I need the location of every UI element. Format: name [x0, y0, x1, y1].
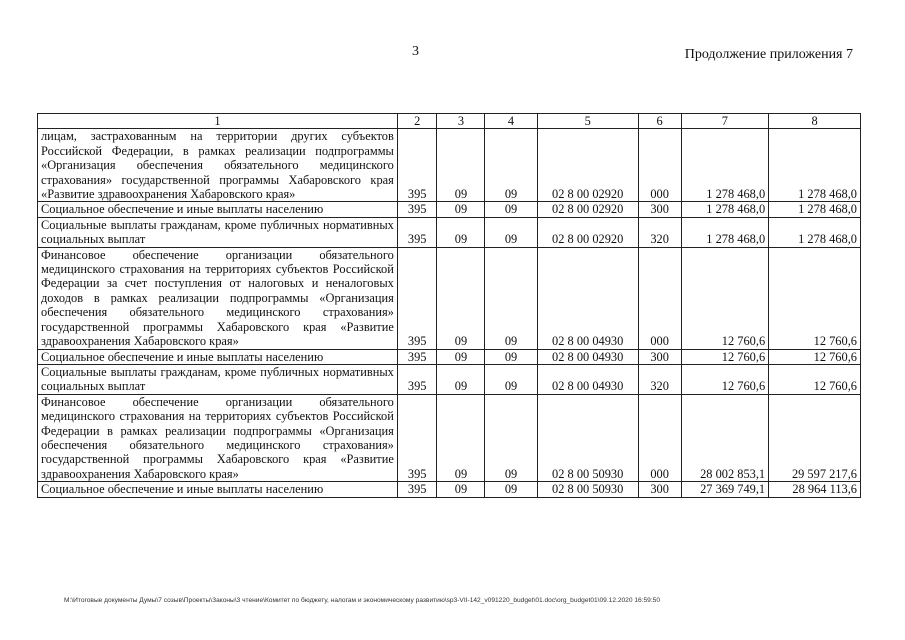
expense-type-cell: 320: [638, 364, 681, 394]
subsection-code-cell: 09: [485, 247, 537, 349]
grbs-code-cell: 395: [397, 364, 437, 394]
section-code-cell: 09: [437, 364, 485, 394]
grbs-code-cell: 395: [397, 482, 437, 497]
amount-cell: 28 964 113,6: [769, 482, 861, 497]
row-name-cell: лицам, застрахованным на территории других субъектов Российской Федерации, в рамках реализации подпрограммы «Организация обеспечения обязательного медицинского страхования» государственной программы Хабаровского края «Развитие здравоохранения Хабаровского края»: [38, 129, 398, 202]
header-cell: 6: [638, 114, 681, 129]
amount-cell: 1 278 468,0: [769, 217, 861, 247]
table-row: [38, 364, 861, 394]
target-article-cell: 02 8 00 02920: [537, 202, 638, 217]
table-row: [38, 394, 861, 481]
target-article-cell: 02 8 00 50930: [537, 482, 638, 497]
row-name-cell: Социальное обеспечение и иные выплаты населению: [38, 349, 398, 364]
section-code-cell: 09: [437, 247, 485, 349]
expense-type-cell: 000: [638, 394, 681, 481]
amount-cell: 12 760,6: [681, 364, 769, 394]
amount-cell: 1 278 468,0: [769, 202, 861, 217]
target-article-cell: 02 8 00 50930: [537, 394, 638, 481]
grbs-code-cell: 395: [397, 394, 437, 481]
amount-cell: 1 278 468,0: [769, 129, 861, 202]
table-row: [38, 217, 861, 247]
appendix-continuation-note: Продолжение приложения 7: [684, 47, 853, 62]
amount-cell: 1 278 468,0: [681, 129, 769, 202]
subsection-code-cell: 09: [485, 364, 537, 394]
budget-table: [37, 113, 861, 498]
grbs-code-cell: 395: [397, 217, 437, 247]
target-article-cell: 02 8 00 04930: [537, 364, 638, 394]
amount-cell: 28 002 853,1: [681, 394, 769, 481]
grbs-code-cell: 395: [397, 202, 437, 217]
table-row: [38, 247, 861, 349]
amount-cell: 1 278 468,0: [681, 217, 769, 247]
row-name-cell: Социальное обеспечение и иные выплаты населению: [38, 482, 398, 497]
target-article-cell: 02 8 00 04930: [537, 349, 638, 364]
table-row: [38, 349, 861, 364]
header-cell: 5: [537, 114, 638, 129]
row-name-cell: Финансовое обеспечение организации обязательного медицинского страхования на территориях субъектов Российской Федерации в рамках реализации подпрограммы «Организация обеспечения обязательного медицинского страхования» государственной программы Хабаровского края «Развитие здравоохранения Хабаровского края»: [38, 394, 398, 481]
section-code-cell: 09: [437, 394, 485, 481]
section-code-cell: 09: [437, 349, 485, 364]
subsection-code-cell: 09: [485, 394, 537, 481]
row-name-cell: Социальное обеспечение и иные выплаты населению: [38, 202, 398, 217]
subsection-code-cell: 09: [485, 129, 537, 202]
expense-type-cell: 300: [638, 202, 681, 217]
grbs-code-cell: 395: [397, 349, 437, 364]
target-article-cell: 02 8 00 04930: [537, 247, 638, 349]
header-cell: 1: [38, 114, 398, 129]
header-cell: 2: [397, 114, 437, 129]
amount-cell: 29 597 217,6: [769, 394, 861, 481]
page-number: 3: [412, 44, 419, 59]
section-code-cell: 09: [437, 129, 485, 202]
amount-cell: 1 278 468,0: [681, 202, 769, 217]
expense-type-cell: 300: [638, 349, 681, 364]
target-article-cell: 02 8 00 02920: [537, 217, 638, 247]
table-row: [38, 482, 861, 497]
table-row: [38, 202, 861, 217]
amount-cell: 12 760,6: [769, 349, 861, 364]
expense-type-cell: 000: [638, 129, 681, 202]
section-code-cell: 09: [437, 217, 485, 247]
row-name-cell: Социальные выплаты гражданам, кроме публичных нормативных социальных выплат: [38, 364, 398, 394]
expense-type-cell: 320: [638, 217, 681, 247]
subsection-code-cell: 09: [485, 202, 537, 217]
section-code-cell: 09: [437, 202, 485, 217]
amount-cell: 12 760,6: [681, 349, 769, 364]
document-file-path: M:\Итоговые документы Думы\7 созыв\Проекты\Законы\3 чтение\Комитет по бюджету, налогам и экономическому развитию\sp3-VII-142_v091220_budget\01.doc\org_budget01\09.12.2020 16:59:50: [64, 597, 660, 604]
table-header-row: [38, 114, 861, 129]
grbs-code-cell: 395: [397, 129, 437, 202]
amount-cell: 27 369 749,1: [681, 482, 769, 497]
row-name-cell: Социальные выплаты гражданам, кроме публичных нормативных социальных выплат: [38, 217, 398, 247]
header-cell: 3: [437, 114, 485, 129]
expense-type-cell: 000: [638, 247, 681, 349]
amount-cell: 12 760,6: [681, 247, 769, 349]
subsection-code-cell: 09: [485, 482, 537, 497]
subsection-code-cell: 09: [485, 349, 537, 364]
subsection-code-cell: 09: [485, 217, 537, 247]
header-cell: 7: [681, 114, 769, 129]
section-code-cell: 09: [437, 482, 485, 497]
table-row: [38, 129, 861, 202]
grbs-code-cell: 395: [397, 247, 437, 349]
row-name-cell: Финансовое обеспечение организации обязательного медицинского страхования на территориях субъектов Российской Федерации за счет поступления от налоговых и неналоговых доходов в рамках реализации подпрограммы «Организация обеспечения обязательного медицинского страхования» государственной программы Хабаровского края «Развитие здравоохранения Хабаровского края»: [38, 247, 398, 349]
expense-type-cell: 300: [638, 482, 681, 497]
target-article-cell: 02 8 00 02920: [537, 129, 638, 202]
header-cell: 4: [485, 114, 537, 129]
header-cell: 8: [769, 114, 861, 129]
amount-cell: 12 760,6: [769, 364, 861, 394]
amount-cell: 12 760,6: [769, 247, 861, 349]
